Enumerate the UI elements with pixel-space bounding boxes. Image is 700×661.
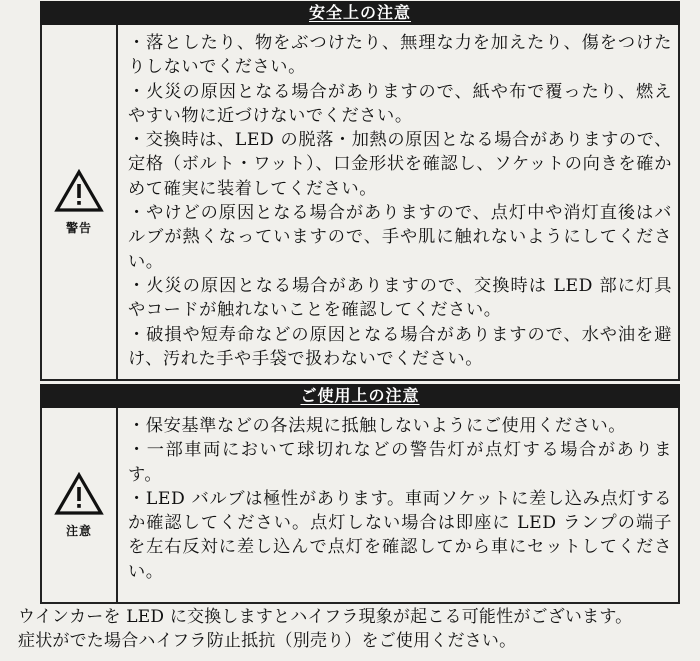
warning-section-header [40,1,680,25]
warning-section-body [40,25,680,381]
caution-items [118,408,678,602]
warning-triangle-icon [54,169,104,213]
warning-section-title: 安全上の注意 [308,3,411,22]
warning-item: ・火災の原因となる場合がありますので、紙や布で覆ったり、燃えやすい物に近づけないでください。 [128,81,672,126]
warning-item: ・火災の原因となる場合がありますので、交換時は LED 部に灯具やコードが触れないことを確認してください。 [128,275,672,321]
caution-section-body [40,408,680,604]
caution-icon-column [42,408,118,602]
caution-section [40,384,680,604]
warning-item: ・落としたり、物をぶつけたり、無理な力を加えたり、傷をつけたりしないでください。 [128,33,672,78]
caution-item: ・保安基準などの各法規に抵触しないようにご使用ください。 [128,416,627,436]
caution-section-header [40,384,680,408]
warning-label: 警告 [65,220,92,235]
warning-section [40,1,680,381]
warning-icon-column [42,25,118,379]
warning-items [118,25,678,379]
footer-line: 症状がでた場合ハイフラ防止抵抗（別売り）をご使用ください。 [18,631,517,651]
caution-section-title: ご使用上の注意 [300,386,420,405]
warning-item: ・やけどの原因となる場合がありますので、点灯中や消灯直後はバルブが熱くなっていますので、手や肌に触れないようにしてください。 [128,203,672,272]
footer-note [18,605,688,653]
caution-item: ・一部車両において球切れなどの警告灯が点灯する場合があります。 [128,440,672,485]
warning-item: ・交換時は、LED の脱落・加熱の原因となる場合がありますので、定格（ボルト・ワット）、口金形状を確認し、ソケットの向きを確かめて確実に装着してください。 [128,130,672,199]
caution-item: ・LED バルブは極性があります。車両ソケットに差し込み点灯するか確認してください。点灯しない場合は即座に LED ランプの端子を左右反対に差し込んで点灯を確認してから車にセットしてください。 [128,488,672,582]
footer-line: ウインカーを LED に交換しますとハイフラ現象が起こる可能性がございます。 [18,607,633,627]
warning-triangle-icon [54,472,104,516]
caution-label: 注意 [65,523,92,538]
warning-item: ・破損や短寿命などの原因となる場合がありますので、水や油を避け、汚れた手や手袋で扱わないでください。 [128,324,672,369]
